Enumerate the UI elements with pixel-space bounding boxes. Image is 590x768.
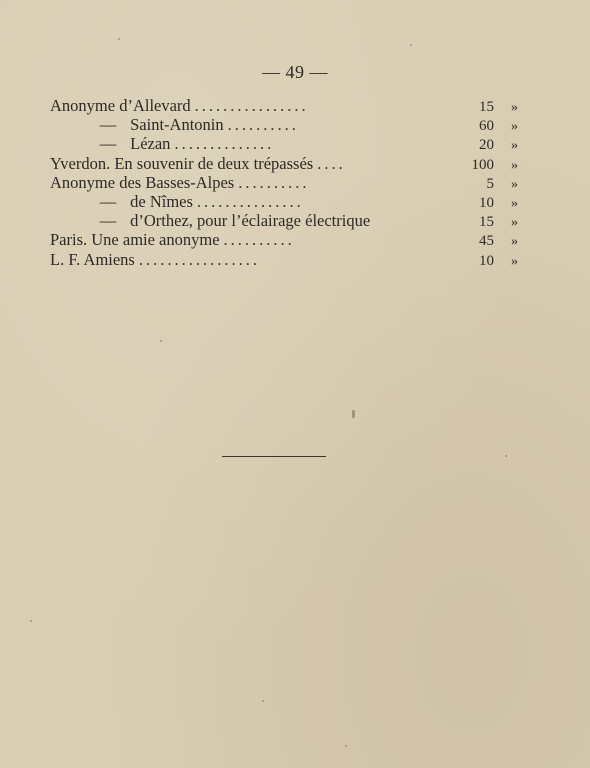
ditto-dash: — (99, 211, 117, 231)
paper-speck (30, 620, 32, 622)
dot-leader: ................. (138, 249, 260, 269)
donor-name: de Nîmes (130, 191, 193, 211)
paper-speck (160, 340, 162, 342)
donor-name: Saint-Antonin (130, 115, 224, 135)
donor-name: Yverdon. En souvenir de deux trépassés (50, 153, 314, 173)
donation-list (50, 96, 518, 269)
donor-name: d’Orthez, pour l’éclairage électrique (130, 211, 371, 231)
paper-speck (262, 700, 264, 702)
donor-name: L. F. Amiens (50, 249, 135, 269)
donation-amount: 15 (479, 214, 494, 231)
dot-leader: .......... (238, 172, 310, 192)
ditto-dash: — (99, 134, 117, 154)
currency-mark: » (511, 234, 518, 250)
donation-amount: 100 (471, 156, 494, 173)
ditto-dash: — (99, 191, 117, 211)
paper-speck (118, 38, 120, 40)
donation-amount: 10 (479, 194, 494, 211)
donor-line (50, 115, 224, 134)
donation-amount: 10 (479, 252, 494, 269)
donation-amount: 15 (479, 99, 494, 115)
ditto-dash: — (99, 115, 117, 135)
paper-speck (410, 44, 412, 46)
donation-amount: 60 (479, 118, 494, 135)
currency-mark: » (511, 253, 518, 269)
paper-speck (505, 455, 507, 457)
donor-line (50, 134, 170, 153)
currency-mark: » (511, 195, 518, 211)
donation-entry (50, 154, 518, 173)
donation-entry (50, 134, 518, 153)
donation-entry (50, 250, 518, 269)
currency-mark: » (511, 176, 518, 192)
page-number: — 49 — (262, 62, 328, 82)
donation-amount: 5 (486, 175, 494, 192)
dot-leader: ................ (194, 96, 309, 115)
donor-name: Paris. Une amie anonyme (50, 230, 220, 250)
donation-entry (50, 173, 518, 192)
donation-entry (50, 230, 518, 249)
dot-leader: .......... (223, 230, 295, 250)
donation-entry (50, 192, 518, 211)
donor-line (50, 192, 193, 211)
dot-leader: ............... (196, 191, 304, 211)
dot-leader: .......... (227, 115, 299, 135)
currency-mark: » (511, 157, 518, 173)
section-rule (222, 456, 326, 457)
donation-amount: 45 (479, 233, 494, 250)
donor-name: Lézan (130, 134, 171, 154)
currency-mark: » (511, 138, 518, 154)
dot-leader: .... (317, 153, 346, 173)
paper-speck (345, 745, 347, 747)
currency-mark: » (511, 119, 518, 135)
donor-name: Anonyme d’Allevard (50, 96, 191, 115)
donation-entry (50, 96, 518, 115)
donor-line (50, 211, 370, 230)
paper-speck (352, 410, 355, 418)
currency-mark: » (511, 100, 518, 115)
donation-amount: 20 (479, 137, 494, 154)
donor-name: Anonyme des Basses-Alpes (50, 172, 235, 192)
donation-entry (50, 115, 518, 134)
currency-mark: » (511, 215, 518, 231)
donation-entry (50, 211, 518, 230)
dot-leader: .............. (174, 134, 275, 154)
